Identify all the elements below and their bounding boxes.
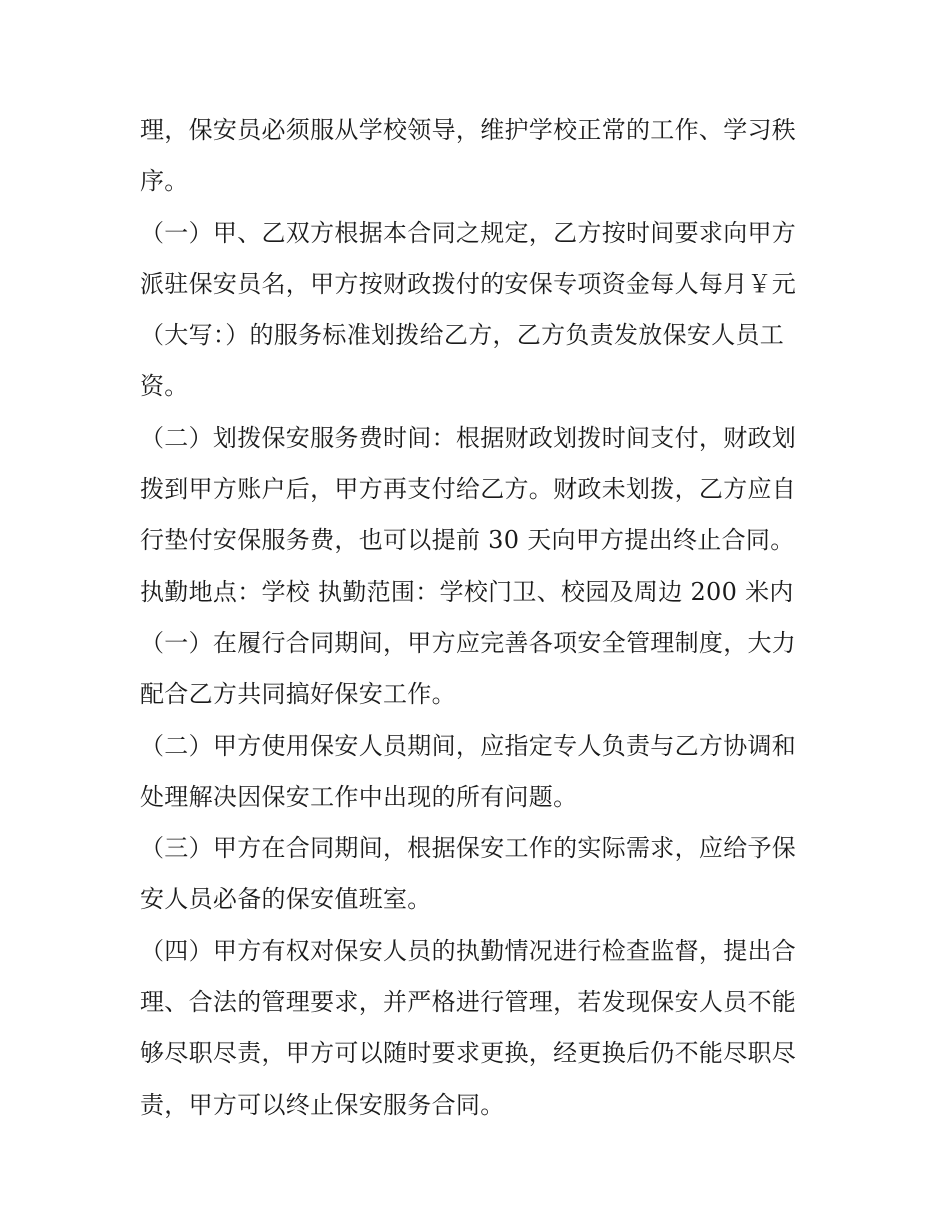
text-line: 拨到甲方账户后，甲方再支付给乙方。财政未划拨，乙方应自 xyxy=(140,475,797,504)
text-line: 配合乙方共同搞好保安工作。 xyxy=(140,680,456,709)
text-line: （一）甲、乙双方根据本合同之规定，乙方按时间要求向甲方 xyxy=(140,218,797,247)
text-line: 理，保安员必须服从学校领导，维护学校正常的工作、学习秩 xyxy=(140,116,797,144)
text-line: 处理解决因保安工作中出现的所有问题。 xyxy=(140,782,578,811)
text-line: （一）在履行合同期间，甲方应完善各项安全管理制度，大力 xyxy=(140,628,797,657)
text-line: （二）划拨保安服务费时间：根据财政划拨时间支付，财政划 xyxy=(140,423,797,452)
text-line: （二）甲方使用保安人员期间，应指定专人负责与乙方协调和 xyxy=(140,731,797,760)
document-body xyxy=(140,108,820,1134)
text-line: （四）甲方有权对保安人员的执勤情况进行检查监督，提出合 xyxy=(140,936,797,965)
text-line: 资。 xyxy=(140,372,189,401)
text-line: （大写：）的服务标准划拨给乙方，乙方负责发放保安人员工 xyxy=(140,321,785,350)
text-line: 够尽职尽责，甲方可以随时要求更换，经更换后仍不能尽职尽 xyxy=(140,1039,797,1068)
text-line: 理、合法的管理要求，并严格进行管理，若发现保安人员不能 xyxy=(140,988,797,1017)
text-line: 执勤地点：学校 执勤范围：学校门卫、校园及周边 200 米内 xyxy=(140,577,794,606)
text-line: 序。 xyxy=(140,167,189,196)
text-line: 派驻保安员名，甲方按财政拨付的安保专项资金每人每月￥元 xyxy=(140,269,797,298)
text-line: 责，甲方可以终止保安服务合同。 xyxy=(140,1090,505,1119)
text-line: 行垫付安保服务费，也可以提前 30 天向甲方提出终止合同。 xyxy=(140,526,795,555)
text-line: 安人员必备的保安值班室。 xyxy=(140,885,432,914)
text-line: （三）甲方在合同期间，根据保安工作的实际需求，应给予保 xyxy=(140,834,797,863)
